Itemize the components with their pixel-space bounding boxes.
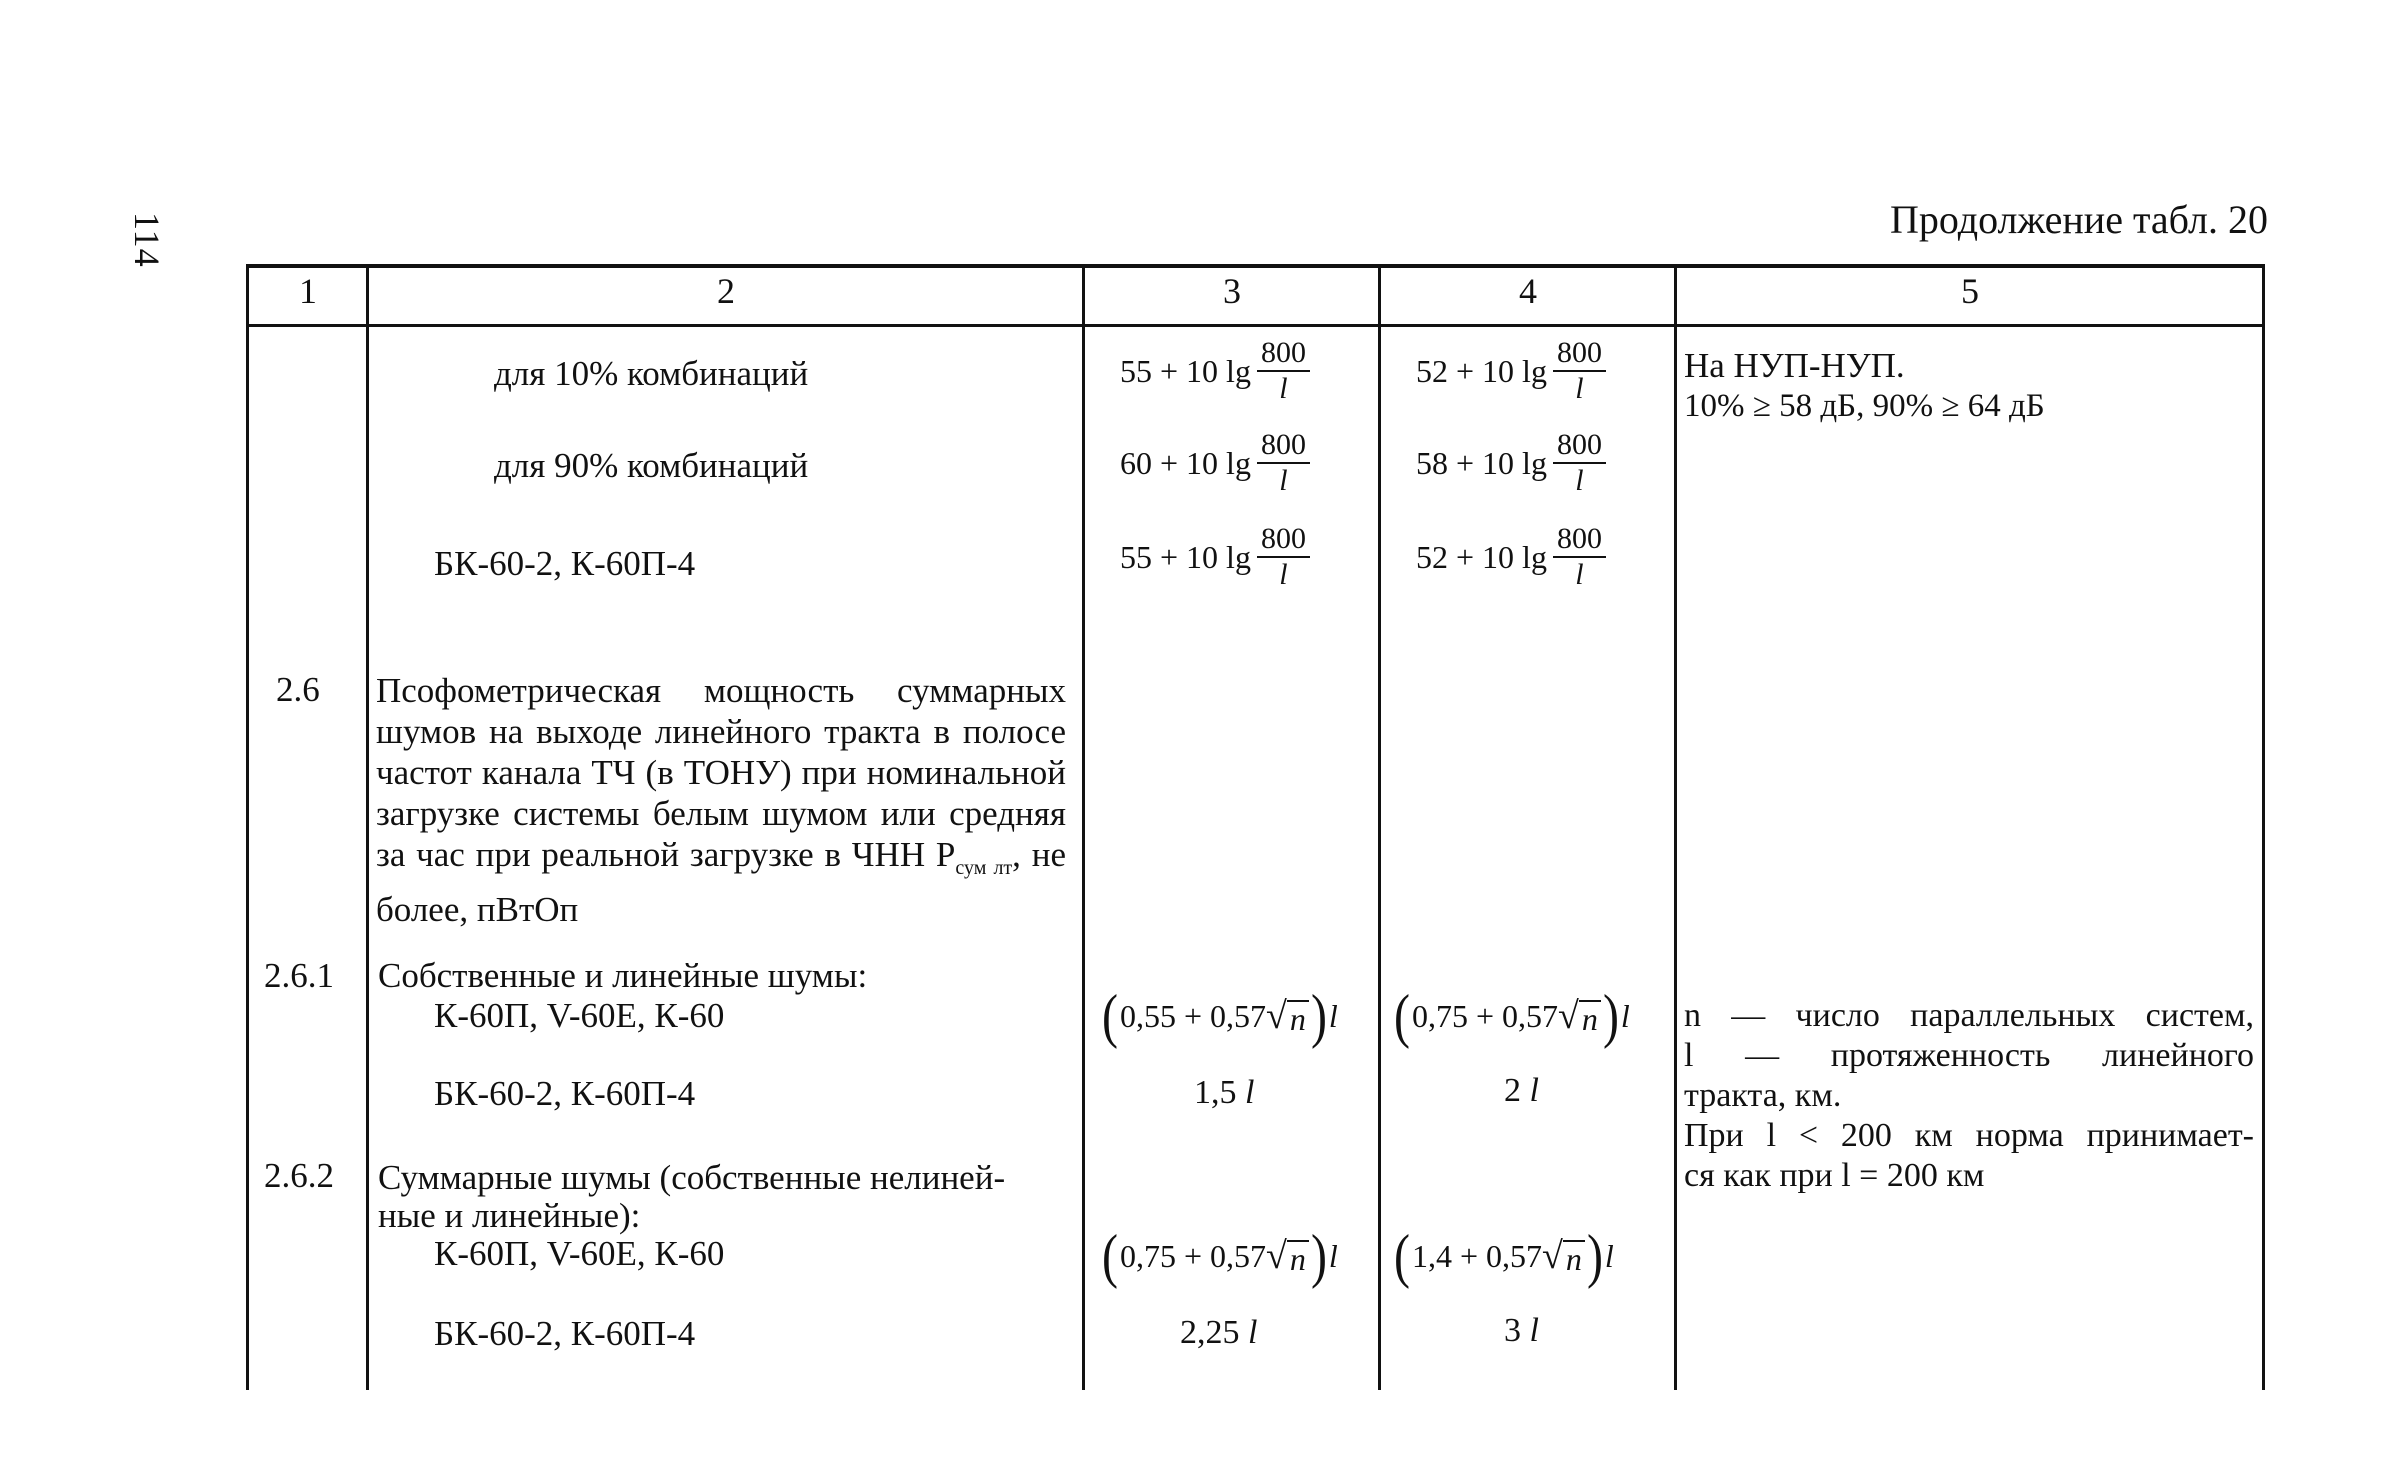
table-top-border — [246, 264, 2264, 268]
row-2-6-2-title-line2: ные и линейные): — [378, 1196, 641, 1235]
formula-base: 58 + 10 lg — [1416, 444, 1547, 481]
formula-base: 55 + 10 lg — [1120, 538, 1251, 575]
fraction — [1553, 428, 1606, 498]
length-variable: l — [1529, 1312, 1539, 1349]
fraction — [1257, 336, 1310, 406]
col-border-2 — [1082, 264, 1085, 1390]
sqrt-variable: n — [1287, 1000, 1309, 1036]
row-bk-col4-formula — [1416, 522, 1606, 592]
sqrt-variable: n — [1579, 1000, 1601, 1036]
formula-constant: 0,75 + 0,57 — [1119, 1237, 1267, 1274]
col-header-2: 2 — [717, 271, 735, 311]
col-border-0 — [246, 264, 249, 1390]
value: 3 — [1504, 1312, 1521, 1349]
fraction — [1257, 428, 1310, 498]
sqrt: √ n — [1558, 996, 1601, 1036]
row-90pct-col3-formula — [1120, 428, 1310, 498]
col-border-1 — [366, 264, 369, 1390]
formula-constant: 1,4 + 0,57 — [1411, 1237, 1543, 1274]
row-2-6-1-sys1-col3-formula: ( 0,55 + 0,57 √ n ) l — [1101, 983, 1338, 1049]
row-90pct-col4-formula — [1416, 428, 1606, 498]
length-variable: l — [1245, 1074, 1255, 1111]
fraction-numerator: 800 — [1257, 522, 1310, 558]
formula-base: 55 + 10 lg — [1120, 352, 1251, 389]
row-2-6-2-sys1-col3-formula: ( 0,75 + 0,57 √ n ) l — [1101, 1223, 1338, 1289]
sqrt: √ n — [1266, 996, 1309, 1036]
col-header-5: 5 — [1961, 271, 1979, 311]
fraction-denominator: l — [1575, 372, 1584, 405]
row-10pct-col3-formula — [1120, 336, 1310, 406]
fraction-numerator: 800 — [1553, 428, 1606, 464]
length-variable: l — [1248, 1314, 1258, 1351]
row-10pct-col4-formula — [1416, 336, 1606, 406]
note-norm-rule: При l < 200 км норма принимает- — [1684, 1117, 2254, 1154]
row-2-6-1-sys2: БК-60-2, К-60П-4 — [434, 1074, 696, 1113]
row-2-6-1-sys1-col4-formula: ( 0,75 + 0,57 √ n ) l — [1393, 983, 1630, 1049]
fraction-denominator: l — [1575, 464, 1584, 497]
row-2-6-description — [376, 670, 1066, 930]
length-variable: l — [1328, 997, 1338, 1034]
fraction — [1257, 522, 1310, 592]
length-variable: l — [1529, 1072, 1539, 1109]
row-bk-col3-formula — [1120, 522, 1310, 592]
header-bottom-border — [246, 324, 2264, 327]
fraction-numerator: 800 — [1257, 336, 1310, 372]
formula-constant: 0,75 + 0,57 — [1411, 997, 1559, 1034]
note-l-definition-cont: тракта, км. — [1684, 1077, 1842, 1114]
note-nup-values: 10% ≥ 58 дБ, 90% ≥ 64 дБ — [1684, 388, 2045, 424]
row-2-6-1-sys1: К-60П, V-60Е, К-60 — [434, 996, 725, 1035]
length-variable: l — [1328, 1237, 1338, 1274]
fraction-numerator: 800 — [1553, 336, 1606, 372]
col-border-4 — [1674, 264, 1677, 1390]
note-norm-rule-cont: ся как при l = 200 км — [1684, 1157, 1985, 1194]
col-header-3: 3 — [1223, 271, 1241, 311]
fraction-denominator: l — [1279, 372, 1288, 405]
row-2-6-2-sys2-col3 — [1180, 1314, 1257, 1352]
value: 1,5 — [1194, 1074, 1237, 1111]
col-border-3 — [1378, 264, 1381, 1390]
value: 2 — [1504, 1072, 1521, 1109]
row-10pct-desc: для 10% комбинаций — [494, 354, 809, 393]
fraction-numerator: 800 — [1257, 428, 1310, 464]
row-2-6-2-sys1-col4-formula: ( 1,4 + 0,57 √ n ) l — [1393, 1223, 1614, 1289]
fraction-denominator: l — [1575, 558, 1584, 591]
fraction — [1553, 336, 1606, 406]
length-variable: l — [1604, 1237, 1614, 1274]
row-2-6-1-number: 2.6.1 — [264, 956, 334, 995]
sqrt: √ n — [1266, 1236, 1309, 1276]
note-nup-title: На НУП-НУП. — [1684, 346, 1905, 385]
sqrt: √ n — [1542, 1236, 1585, 1276]
description-text: Псофометрическая мощность суммарных шумов на выходе линейного тракта в полосе частот канала ТЧ (в ТОНУ) при номинальной загрузке системы белым шумом или средняя за час при реальной загрузке в ЧНН P — [376, 671, 1066, 874]
formula-constant: 0,55 + 0,57 — [1119, 997, 1267, 1034]
table-caption: Продолжение табл. 20 — [1890, 197, 2268, 242]
row-2-6-2-sys1: К-60П, V-60Е, К-60 — [434, 1234, 725, 1273]
description-tail: , не более, пВтОп — [376, 835, 1066, 929]
formula-base: 60 + 10 lg — [1120, 444, 1251, 481]
notes-block — [1684, 996, 2254, 1196]
col-header-4: 4 — [1519, 271, 1537, 311]
col-header-1: 1 — [299, 271, 317, 311]
row-2-6-1-sys2-col3 — [1194, 1074, 1254, 1112]
row-2-6-2-title-line1: Суммарные шумы (собственные нелиней- — [378, 1158, 1006, 1197]
note-n-definition: n — число параллельных систем, — [1684, 997, 2254, 1034]
description-subscript: сум лт — [955, 857, 1013, 879]
formula-base: 52 + 10 lg — [1416, 538, 1547, 575]
sqrt-variable: n — [1287, 1240, 1309, 1276]
fraction-denominator: l — [1279, 464, 1288, 497]
page-number: 114 — [127, 212, 167, 268]
row-2-6-1-sys2-col4 — [1504, 1072, 1539, 1110]
row-2-6-number: 2.6 — [276, 670, 320, 709]
row-2-6-1-title: Собственные и линейные шумы: — [378, 956, 868, 995]
note-l-definition: l — протяженность линейного — [1684, 1037, 2254, 1074]
fraction-numerator: 800 — [1553, 522, 1606, 558]
fraction-denominator: l — [1279, 558, 1288, 591]
row-2-6-2-number: 2.6.2 — [264, 1156, 334, 1195]
fraction — [1553, 522, 1606, 592]
row-2-6-2-sys2: БК-60-2, К-60П-4 — [434, 1314, 696, 1353]
sqrt-variable: n — [1563, 1240, 1585, 1276]
value: 2,25 — [1180, 1314, 1240, 1351]
row-2-6-2-sys2-col4 — [1504, 1312, 1539, 1350]
col-border-5 — [2262, 264, 2265, 1390]
row-90pct-desc: для 90% комбинаций — [494, 446, 809, 485]
length-variable: l — [1620, 997, 1630, 1034]
formula-base: 52 + 10 lg — [1416, 352, 1547, 389]
row-bk-desc: БК-60-2, К-60П-4 — [434, 544, 696, 583]
